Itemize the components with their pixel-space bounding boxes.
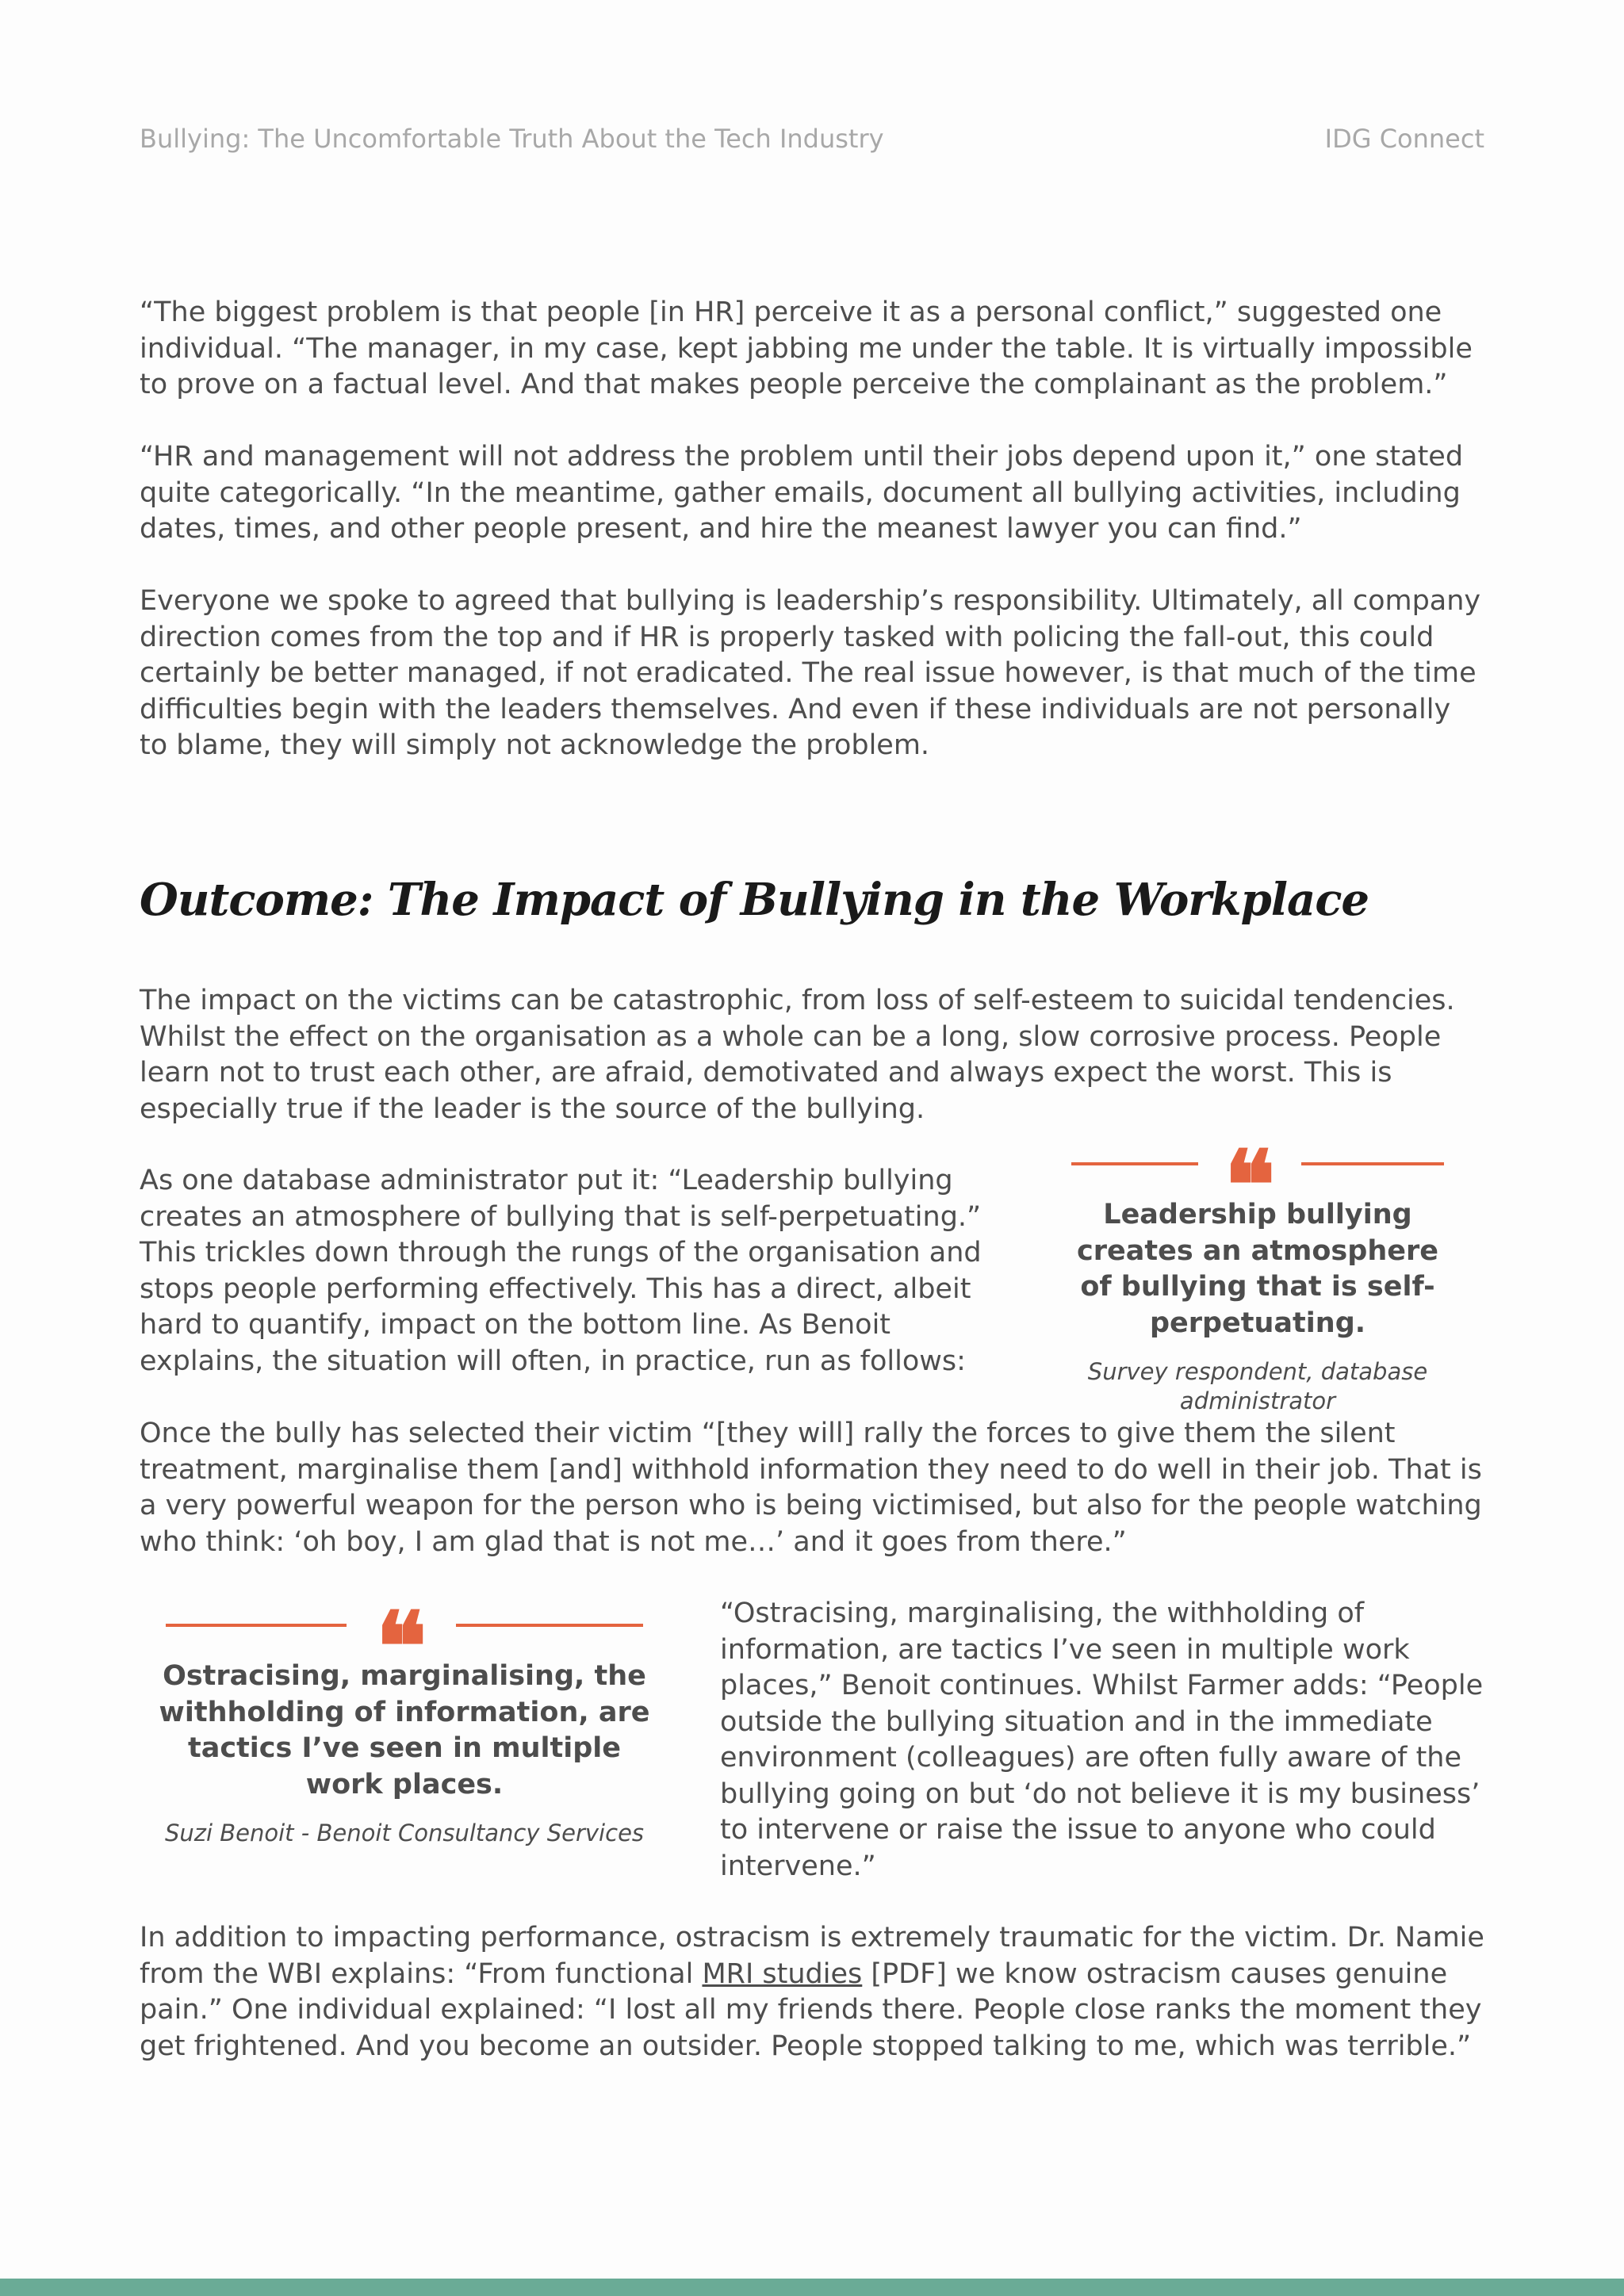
pull-quote-citation: Suzi Benoit - Benoit Consultancy Services xyxy=(164,1820,645,1846)
header-title: Bullying: The Uncomfortable Truth About the Tech Industry xyxy=(140,124,884,154)
pull-quote-ostracising xyxy=(152,1591,657,1848)
pull-quote-citation: Survey respondent, database administrator xyxy=(1087,1358,1428,1414)
paragraph-impact-victims: The impact on the victims can be catastrophic, from loss of self-esteem to suicidal tendencies. Whilst the effect on the organisation as a whole can be a long, slow corrosive process. People learn not to trust each other, are afraid, demotivated and always expect the worst. This is especially true if the leader is the source of the bullying. xyxy=(140,985,1455,1125)
page-header xyxy=(140,124,1484,154)
section-heading: Outcome: The Impact of Bullying in the Workplace xyxy=(140,874,1369,926)
paragraph-hr-management: “HR and management will not address the problem until their jobs depend upon it,” one stated quite categorically. “In the meantime, gather emails, document all bullying activities, including dates, times, and other people present, and hire the meanest lawyer you can find.” xyxy=(140,441,1464,545)
quote-mark-icon: ❝ xyxy=(375,1591,427,1703)
quote-rule-right xyxy=(456,1624,643,1627)
paragraph-ostracism-trauma: In addition to impacting performance, ostracism is extremely traumatic for the victim. Dr. Namie from the WBI explains: “From functional MRI studies [PDF] we know ostracism causes genuine pain.” One individual explained: “I lost all my friends there. People close ranks the moment they get frightened. And you become an outsider. People stopped talking to me, which was terrible.” xyxy=(140,1922,1484,2062)
paragraph-benoit-farmer: “Ostracising, marginalising, the withholding of information, are tactics I’ve seen in multiple work places,” Benoit continues. Whilst Farmer adds: “People outside the bullying situation and in the immediate environment (colleagues) are often fully aware of the bullying going on but ‘do not believe it is my business’ to intervene or raise the issue to anyone who could intervene.” xyxy=(720,1598,1484,1882)
paragraph-bully-victim: Once the bully has selected their victim “[they will] rally the forces to give them the silent treatment, marginalise them [and] withhold information they need to do well in their job. That is a very powerful weapon for the person who is being victimised, but also for the people watching who think: ‘oh boy, I am glad that is not me…’ and it goes from there.” xyxy=(140,1418,1482,1558)
footer-bar xyxy=(0,2279,1624,2296)
quote-mark-icon: ❝ xyxy=(1224,1130,1276,1242)
pull-quote-leadership xyxy=(1059,1130,1456,1416)
mri-studies-link[interactable]: MRI studies xyxy=(702,1957,863,1990)
quote-rule-right xyxy=(1301,1162,1444,1165)
paragraph-database-admin: As one database administrator put it: “Leadership bullying creates an atmosphere of bullying that is self-perpetuating.” This trickles down through the rungs of the organisation and stops people performing effectively. This has a direct, albeit hard to quantify, impact on the bottom line. As Benoit explains, the situation will often, in practice, run as follows: xyxy=(140,1165,982,1377)
pull-quote-text: Ostracising, marginalising, the withholding of information, are tactics I’ve seen in multiple work places. xyxy=(159,1660,650,1800)
quote-rule-left xyxy=(166,1624,347,1627)
section-heading-block xyxy=(140,874,1484,926)
pull-quote-text: Leadership bullying creates an atmosphere of bullying that is self-perpetuating. xyxy=(1077,1199,1438,1339)
paragraph-hr-conflict: “The biggest problem is that people [in HR] perceive it as a personal conflict,” suggested one individual. “The manager, in my case, kept jabbing me under the table. It is virtually impossible to prove on a factual level. And that makes people perceive the complainant as the problem.” xyxy=(140,297,1473,400)
header-publisher: IDG Connect xyxy=(1324,124,1484,154)
paragraph-leadership-responsibility: Everyone we spoke to agreed that bullying is leadership’s responsibility. Ultimately, all company direction comes from the top and if HR is properly tasked with policing the fall-out, this could certainly be better managed, if not eradicated. The real issue however, is that much of the time difficulties begin with the leaders themselves. And even if these individuals are not personally to blame, they will simply not acknowledge the problem. xyxy=(140,585,1481,761)
quote-rule-left xyxy=(1071,1162,1198,1165)
